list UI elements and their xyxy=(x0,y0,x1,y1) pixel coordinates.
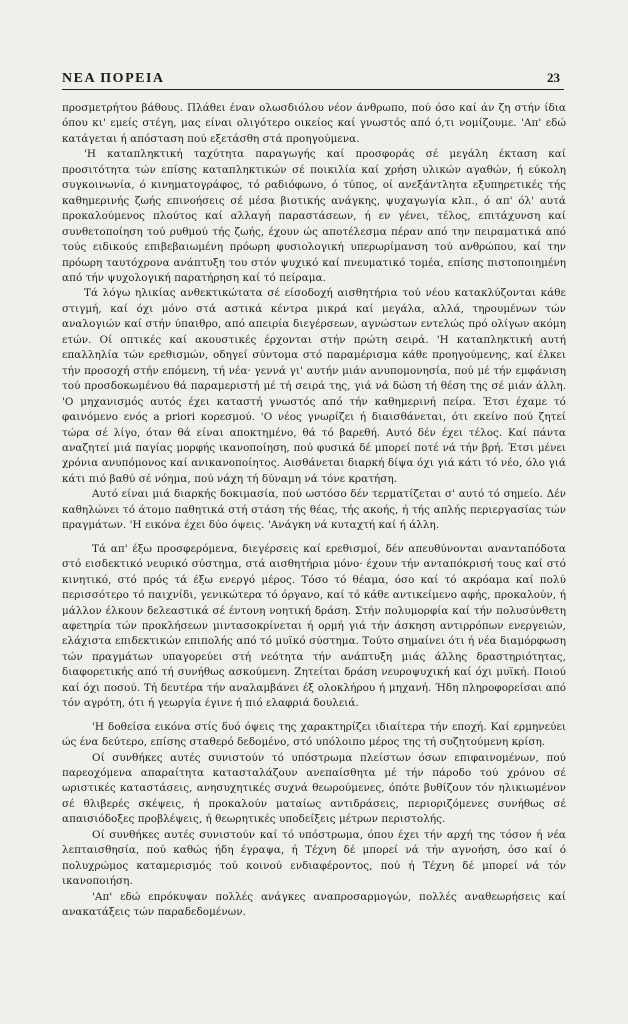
article-body xyxy=(62,101,566,921)
paragraph: Αυτό είναι μιά διαρκής δοκιμασία, πού ωστόσο δέν τερματίζεται σ' αυτό τό σημείο. Δέν καθηλώνει τό άτομο παθητικά στή στάση τής θέας, τής ακοής, ή τής απλής περιεργασίας τών πραγμάτων. 'Η εικόνα έχει δύο όψεις. 'Ανάγκη νά κυταχτή καί ή άλλη. xyxy=(62,488,566,532)
paragraph: Οί συνθήκες αυτές συνιστούν τό υπόστρωμα πλείστων όσων επιφαινομένων, πού παρεοχόμενα απαραίτητα κατασταλάζουν ανεπαίσθητα μέ τήν πάροδο τού χρόνου σέ ωριστικές καταστάσεις, ανησυχητικές συχνά θεωρούμενες, όπότε βυθίζουν τόν ηλικιωμένον σέ θλιβερές σκέψεις, ή προκαλούν ματαίως αντιδράσεις, περιοριζόμενες συνήθως σέ απαισιόδοξες προβλέψεις, ή θεωρητικές υποδείξεις μέτρων περιστολής. xyxy=(62,751,566,826)
paragraph: Τά λόγω ηλικίας ανθεκτικώτατα σέ είσοδοχή αισθητήρια τού νέου κατακλύζονται κάθε στιγμή, καί όχι μόνο στά αστικά κέντρα μικρά καί μεγάλα, αλλά, τηρουμένων τών αναλογιών καί στήν ύπαιθρο, από απειρία διεγέρσεων, αγνώστων εντελώς πρό ολίγων ακόμη ετών. Οί οπτικές καί ακουστικές έρχονται στήν πρώτη σειρά. 'Η καταπληκτική αυτή επαλληλία τών ερεθισμών, οδηγεί σύντομα στό παραμέρισμα κάθε προηγούμενης, καί έλκει τήν προσοχή στήν επόμενη, τή νέα· γεννά γι' αυτήν μιάν ανυπομονησία, πού μέ τήν εμφάνιση τού προσδοκωμένου θά παραμεριστή μέ τή σειρά της, γιά νά δώση τή θέση της σέ μιάν άλλη. 'Ο μηχανισμός αυτός έχει καταστή γνωστός από τήν καθημερινή πείρα. Έτσι έχαμε τό φαινόμενο ενός a priori κορεσμού. 'Ο νέος γνωρίζει ή διαισθάνεται, ότι εκείνο πού ζητεί τώρα σέ λίγο, όταν θά είναι αποκτημένο, θά τό βαρεθή. Αυτό δέν έχει τέλος. Καί πάντα αναζητεί μιά παγίας μορφής ικανοποίηση, πού φυσικά δέ μπορεί ποτέ νά τήν βρή. Έτσι μένει χρόνια ανυπόμονος καί ανικανοποίητος. Αισθάνεται διαρκή δίψα όχι γιά κάτι τό νέο, όλο γιά κάτι πιό βαθύ σέ νόημα, πού νάχη τή δύναμη νά τόνε κρατήση. xyxy=(62,287,566,485)
page-number: 23 xyxy=(547,70,560,85)
paragraph: 'Η δοθείσα εικόνα στίς δυό όψεις της χαρακτηρίζει ιδιαίτερα τήν εποχή. Καί ερμηνεύει ώς ένα δεύτερο, επίσης σταθερό δεδομένο, στό υπόλοιπο μέρος της τή συζητούμενη κρίση. xyxy=(62,720,566,749)
paragraph: Οί συνθήκες αυτές συνιστούν καί τό υπόστρωμα, όπου έχει τήν αρχή της τόσον ή νέα λεπταισθησία, πού καθώς ήδη έγραψα, ή Τέχνη δέ μπορεί νά τήν αγνοήση, όσο καί ό πολυχρώμος καταμερισμός τού κοινού ενδιαφέροντος, πού ή Τέχνη δέ μπορεί νά τόν ικανοποιήση. xyxy=(62,828,566,888)
paragraph: 'Απ' εδώ επρόκυψαν πολλές ανάγκες αναπροσαρμογών, πολλές αναθεωρήσεις καί ανακατάξεις τών παραδεδομένων. xyxy=(62,890,566,919)
paragraph: προσμετρήτου βάθους. Πλάθει έναν ολωσδιόλου νέον άνθρωπο, πού όσο καί άν ζη στήν ίδια όπου κι' εμείς στέγη, μας είναι ολιγότερο οικείος καί γνωστός από ό,τι νομίζουμε. 'Απ' εδώ κατάγεται ή απόσταση πού εξετάσθη στά προηγούμενα. xyxy=(62,102,566,145)
running-header xyxy=(62,70,564,87)
header-rule xyxy=(62,89,564,90)
paragraph: 'Η καταπληκτική ταχύτητα παραγωγής καί προσφοράς σέ μεγάλη έκταση καί προσιτότητα τών επίσης καταπληκτικών σέ ποικιλία καί χρήση υλικών αγαθών, ή εύκολη συγκοινωνία, ό κινηματογράφος, τό ραδιόφωνο, ό τύπος, οί ανεξάντλητα εξυπηρετικές τής καθημερινής ζωής επινοήσεις σέ μέσα βιοτικής ανάγκης, ψυχαγωγία κλπ., ό απ' όλ' αυτά προκαλούμενος πλούτος καί αλλαγή παραστάσεων, ή εν γένει, τέλος, επιτάχυνση καί συνθετοποίηση τού ρυθμού τής ζωής, έχουν ώς αποτέλεσμα πέραν από την πειραματικά από τούς ειδικούς επιβεβαιωμένη πρόωρη φυσιολογική υπερωρίμανση τού ανθρώπου, καί την πρόωρη ταυτόχρονα ανάπτυξη του στόν ψυχικό καί πνευματικό τομέα, επίσης πιστοποιημένη από τήν ψυχολογική παρατήρηση καί τό πείραμα. xyxy=(62,148,566,284)
journal-title: ΝΕΑ ΠΟΡΕΙΑ xyxy=(62,71,165,86)
paragraph: Τά απ' έξω προσφερόμενα, διεγέρσεις καί ερεθισμοί, δέν απευθύνονται ανανταπόδοτα στό εισδεκτικό νευρικό σύστημα, στά αισθητήρια μόνο· έχουν τήν ανταπόκρισή τους καί στό κινητικό, στό πρός τά έξω ενεργό μέρος. Τόσο τό θέαμα, όσο καί τό ακρόαμα καί πολύ περισσότερο τό παιχνίδι, γενικώτερα τό όργανο, καί τό κάθε αντικείμενο αφής, προκαλούν, ή μάλλον έλκουν δελεαστικά σέ έντονη νοητική δράση. Στήν πολυμορφία καί τήν πολυσύνθετη αφετηρία τών προκλήσεων μιντασοκρίνεται ή ορμή γιά τήν άσκηση αντιρρόπων ενεργειών, ελάχιστα επιδεκτικών επιπολής από τό μυϊκό σύστημα. Τούτο σημαίνει ότι ή νέα διαμόρφωση τών πραγμάτων υπαγορεύει στή νεότητα τήν ανάπτυξη μιάς άλλης δραστηριότητας, διαφορετικής από τή συνήθως ασκούμενη. Ζητείται δράση νευροψυχική καί όχι μυϊκή. Ποιού καί όχι ποσού. Τή δευτέρα τήν αναλαμβάνει έξ ολοκλήρου ή μηχανή. Ήδη πληροφορείσαι από τόν αγρότη, ότι ή γεωργία έγινε ή πιό ελαφριά δουλειά. xyxy=(62,542,566,710)
